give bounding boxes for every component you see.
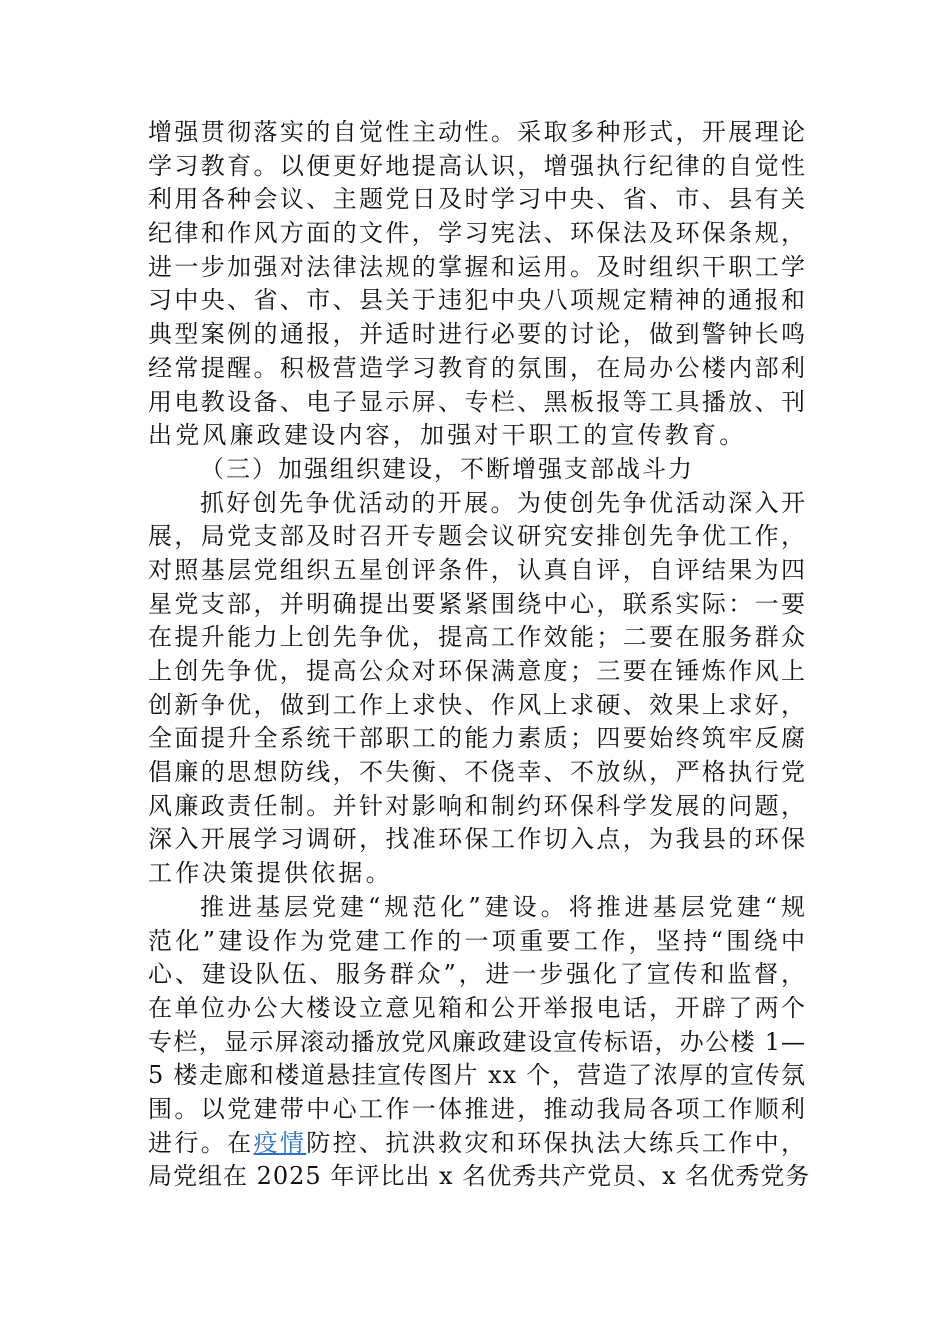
- text-line: 抓好创先争优活动的开展。为使创先争优活动深入开: [200, 488, 806, 517]
- text-line: 增强贯彻落实的自觉性主动性。采取多种形式，开展理论: [148, 118, 806, 146]
- text-line: 纪律和作风方面的文件，学习宪法、环保法及环保条规，: [148, 219, 806, 248]
- text-line: 典型案例的通报，并适时进行必要的讨论，做到警钟长鸣: [148, 320, 806, 349]
- text-line: 用电教设备、电子显示屏、专栏、黑板报等工具播放、刊: [148, 387, 806, 416]
- text-line: 范化”建设作为党建工作的一项重要工作，坚持“围绕中: [148, 926, 806, 955]
- text-line: 上创先争优，提高公众对环保满意度；三要在锤炼作风上: [148, 657, 806, 685]
- text-line: 推进基层党建“规范化”建设。将推进基层党建“规: [200, 892, 806, 921]
- text-line: 创新争优，做到工作上求快、作风上求硬、效果上求好，: [148, 690, 806, 719]
- epidemic-link[interactable]: 疫情: [253, 1128, 307, 1157]
- text-line: 风廉政责任制。并针对影响和制约环保科学发展的问题，: [148, 791, 806, 820]
- text-line: 习中央、省、市、县关于违犯中央八项规定精神的通报和: [148, 286, 806, 315]
- text-line: 工作决策提供依据。: [148, 859, 393, 888]
- text-line: 经常提醒。积极营造学习教育的氛围，在局办公楼内部利: [148, 353, 806, 382]
- text-line: 利用各种会议、主题党日及时学习中央、省、市、县有关: [148, 185, 806, 214]
- text-line: 深入开展学习调研，找准环保工作切入点，为我县的环保: [148, 825, 806, 854]
- text-line: 5 楼走廊和楼道悬挂宣传图片 xx 个，营造了浓厚的宣传氛: [148, 1061, 806, 1090]
- text-line: 专栏，显示屏滚动播放党风廉政建设宣传标语，办公楼 1—: [148, 1027, 806, 1056]
- text-line: 局党组在 2025 年评比出 x 名优秀共产党员、x 名优秀党务: [148, 1162, 811, 1191]
- text-line: 在提升能力上创先争优，提高工作效能；二要在服务群众: [148, 623, 806, 652]
- text-line: 进一步加强对法律法规的掌握和运用。及时组织干职工学: [148, 252, 806, 281]
- text-line: 心、建设队伍、服务群众”，进一步强化了宣传和监督，: [148, 960, 806, 989]
- text-line: 学习教育。以便更好地提高认识，增强执行纪律的自觉性: [148, 151, 806, 180]
- text-line: [148, 1127, 806, 1161]
- text-segment: 进行。在: [148, 1128, 254, 1157]
- text-segment: 防控、抗洪救灾和环保执法大练兵工作中，: [306, 1128, 806, 1157]
- text-line: 出党风廉政建设内容，加强对干职工的宣传教育。: [148, 421, 747, 450]
- text-line: 围。以党建带中心工作一体推进，推动我局各项工作顺利: [148, 1094, 806, 1123]
- text-line: 展，局党支部及时召开专题会议研究安排创先争优工作，: [148, 522, 806, 551]
- text-line: 倡廉的思想防线，不失衡、不侥幸、不放纵，严格执行党: [148, 758, 806, 787]
- document-page: [148, 116, 811, 1194]
- text-line: 在单位办公大楼设立意见箱和公开举报电话，开辟了两个: [148, 993, 806, 1022]
- text-line: 对照基层党组织五星创评条件，认真自评，自评结果为四: [148, 555, 806, 584]
- section-heading: （三）加强组织建设，不断增强支部战斗力: [200, 454, 694, 483]
- text-line: 星党支部，并明确提出要紧紧围绕中心，联系实际：一要: [148, 589, 806, 618]
- text-line: 全面提升全系统干部职工的能力素质；四要始终筑牢反腐: [148, 724, 806, 753]
